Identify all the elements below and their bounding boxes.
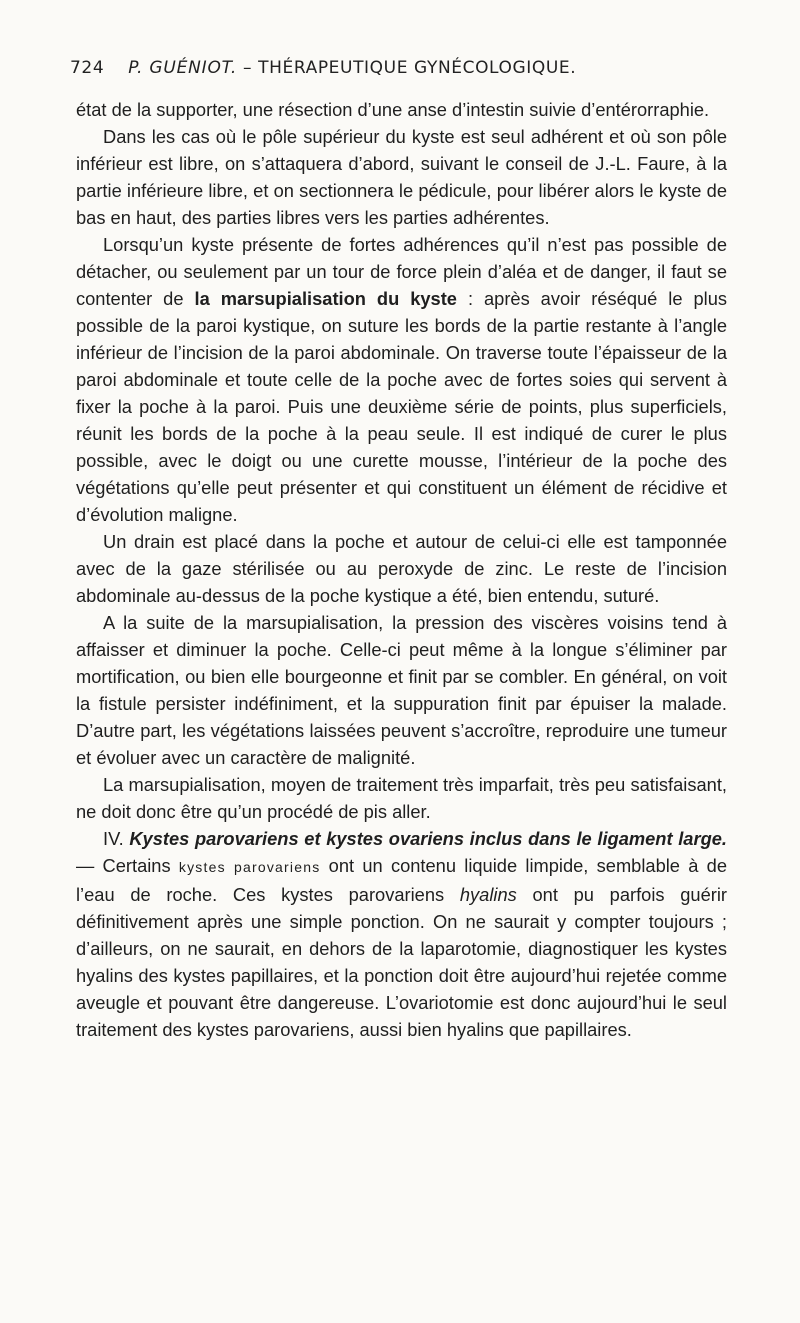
- page-number: 724: [70, 58, 105, 78]
- paragraph-upper-pole: Dans les cas où le pôle supérieur du kyste est seul adhérent et où son pôle inférieur est libre, on s’attaquera d’abord, suivant le conseil de J.-L. Faure, à la partie inférieure libre, et on sectionnera le pédicule, pour libérer alors le kyste de bas en haut, des parties libres vers les parties adhérentes.: [76, 126, 727, 228]
- header-title: THÉRAPEUTIQUE GYNÉCOLOGIQUE.: [258, 58, 577, 78]
- paragraph-conclusion: La marsupialisation, moyen de traitement très imparfait, très peu satisfaisant, ne doit donc être qu’un procédé de pis aller.: [76, 774, 727, 822]
- section-number: IV.: [103, 828, 130, 849]
- paragraph-continuation: état de la supporter, une résection d’une anse d’intestin suivie d’entérorraphie.: [76, 99, 710, 120]
- body-text: [76, 96, 727, 1043]
- header-author: P. GUÉNIOT.: [128, 58, 238, 78]
- section-text-b: ont pu parfois guérir définitivement après une simple ponction. On ne saurait y compter toujours ; d’ailleurs, on ne saurait, en dehors de la laparotomie, diagnostiquer les kystes hyalins des kystes papillaires, et la ponction doit être aujourd’hui rejetée comme aveugle et pouvant être dangereuse. L’ovariotomie est donc aujourd’hui le seul traitement des kystes parovariens, aussi bien hyalins que papillaires.: [76, 884, 727, 1040]
- paragraph-consequences: A la suite de la marsupialisation, la pression des viscères voisins tend à affaisser et diminuer la poche. Celle-ci peut même à la longue s’éliminer par mortification, ou bien elle bourgeonne et finit par se combler. En général, on voit la fistule persister indéfiniment, et la suppuration finit par épuiser la malade. D’autre part, les végétations laissées peuvent s’accroître, reproduire une tumeur et évoluer avec un caractère de malignité.: [76, 612, 727, 768]
- italic-term-hyalins: hyalins: [459, 884, 517, 905]
- marsupialisation-term: la marsupialisation du kyste: [194, 288, 457, 309]
- section-heading: Kystes parovariens et kystes ovariens inclus dans le ligament large.: [129, 828, 727, 849]
- paragraph-marsupialisation: [76, 231, 727, 528]
- header-dash: –: [243, 58, 253, 78]
- paragraph-marsupialisation-rest: : après avoir réséqué le plus possible de la paroi kystique, on suture les bords de la partie restante à l’angle inférieur de l’incision de la paroi abdominale. On traverse toute l’épaisseur de la paroi abdominale et toute celle de la poche avec de fortes soies qui servent à fixer la poche à la paroi. Puis une deuxième série de points, plus superficiels, réunit les bords de la poche à la peau seule. Il est indiqué de curer le plus possible, avec le doigt ou une curette mousse, l’intérieur de la poche des végétations qu’elle peut présenter et qui constituent un élément de récidive et d’évolution maligne.: [76, 288, 727, 525]
- section-text-a: ont un contenu liquide limpide, semblable à de l’eau de roche. Ces kystes parovariens: [76, 855, 727, 905]
- small-caps-term: kystes parovariens: [178, 859, 321, 875]
- paragraph-section-iv: [76, 825, 727, 1043]
- section-dash: — Certains: [76, 855, 179, 876]
- paragraph-drain: Un drain est placé dans la poche et autour de celui-ci elle est tamponnée avec de la gaze stérilisée ou au peroxyde de zinc. Le reste de l’incision abdominale au-dessus de la poche kystique a été, bien entendu, suturé.: [76, 531, 727, 606]
- running-header: [70, 58, 710, 78]
- paragraph-marsupialisation-start: Lorsqu’un kyste présente de fortes adhérences qu’il n’est pas possible de détacher, ou seulement par un tour de force plein d’aléa et de danger, il faut se contenter de: [76, 234, 727, 309]
